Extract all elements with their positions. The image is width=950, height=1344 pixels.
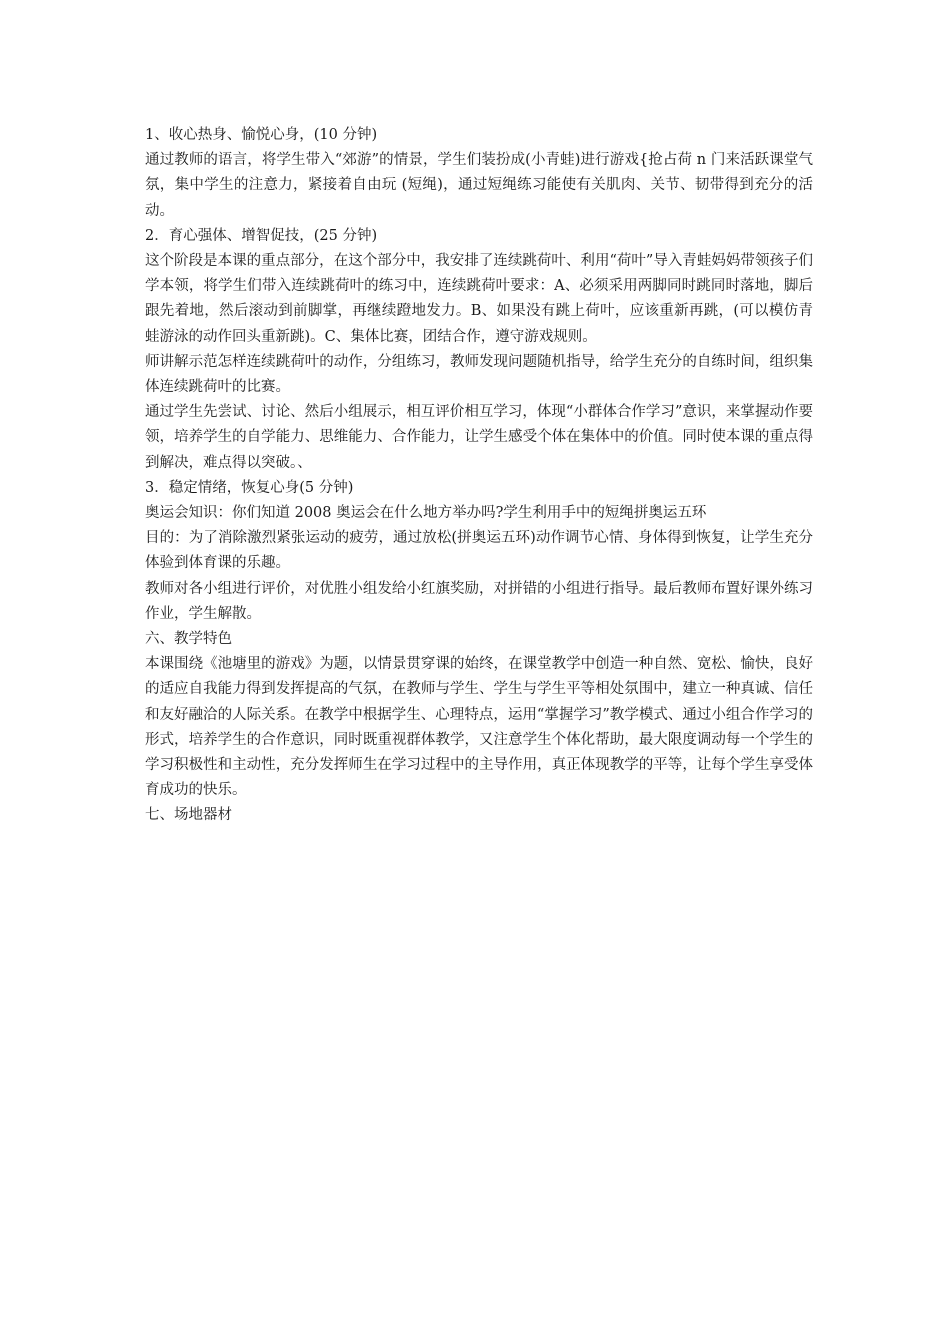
heading-warmup: 1、收心热身、愉悦心身，(10 分钟) (145, 127, 378, 143)
paragraph-teaching-features: 本课围绕《池塘里的游戏》为题，以情景贯穿课的始终，在课堂教学中创造一种自然、宽松、愉快，良好的适应自我能力得到发挥提高的气氛，在教师与学生、学生与学生平等相处氛围中，建立一种真诚、信任和友好融洽的人际关系。在教学中根据学生、心理特点，运用“掌握学习”教学模式、通过小组合作学习的形式，培养学生的合作意识，同时既重视群体教学，又注意学生个体化帮助，最大限度调动每一个学生的学习积极性和主动性，充分发挥师生在学习过程中的主导作用，真正体现教学的平等，让每个学生享受体育成功的快乐。 (145, 656, 813, 799)
heading-teaching-features: 六、教学特色 (145, 631, 232, 648)
heading-main-part: 2．育心强体、增智促技，(25 分钟) (145, 227, 378, 244)
paragraph-olympic-knowledge: 奥运会知识：你们知道 2008 奥运会在什么地方举办吗?学生利用手中的短绳拼奥运五环 (145, 505, 707, 522)
paragraph-warmup-description: 通过教师的语言，将学生带入“郊游”的情景，学生们装扮成(小青蛙)进行游戏{抢占荷 n 门来活跃课堂气氛，集中学生的注意力，紧接着自由玩 (短绳)，通过短绳练习能使有关肌肉、关节、韧带得到充分的活动。 (145, 152, 813, 219)
document-page (145, 123, 813, 829)
paragraph-lotus-jump: 这个阶段是本课的重点部分，在这个部分中，我安排了连续跳荷叶、利用“荷叶”导入青蛙妈妈带领孩子们学本领，将学生们带入连续跳荷叶的练习中，连续跳荷叶要求：A、必须采用两脚同时跳同时落地，脚后跟先着地，然后滚动到前脚掌，再继续蹬地发力。B、如果没有跳上荷叶，应该重新再跳，(可以模仿青蛙游泳的动作回头重新跳)。C、集体比赛，团结合作，遵守游戏规则。 (145, 253, 813, 345)
paragraph-evaluation: 教师对各小组进行评价，对优胜小组发给小红旗奖励，对拼错的小组进行指导。最后教师布置好课外练习作业，学生解散。 (145, 580, 813, 622)
paragraph-group-learning: 通过学生先尝试、讨论、然后小组展示，相互评价相互学习，体现“小群体合作学习”意识，来掌握动作要领，培养学生的自学能力、思维能力、合作能力，让学生感受个体在集体中的价值。同时使本课的重点得到解决，难点得以突破。、 (145, 404, 813, 471)
heading-venue-equipment: 七、场地器材 (145, 807, 232, 824)
heading-cooldown: 3．稳定情绪，恢复心身(5 分钟) (145, 479, 354, 496)
paragraph-teacher-demo: 师讲解示范怎样连续跳荷叶的动作，分组练习，教师发现问题随机指导，给学生充分的自练时间，组织集体连续跳荷叶的比赛。 (145, 353, 813, 396)
paragraph-purpose: 目的：为了消除激烈紧张运动的疲劳，通过放松(拼奥运五环)动作调节心情、身体得到恢复，让学生充分体验到体育课的乐趣。 (145, 530, 813, 572)
